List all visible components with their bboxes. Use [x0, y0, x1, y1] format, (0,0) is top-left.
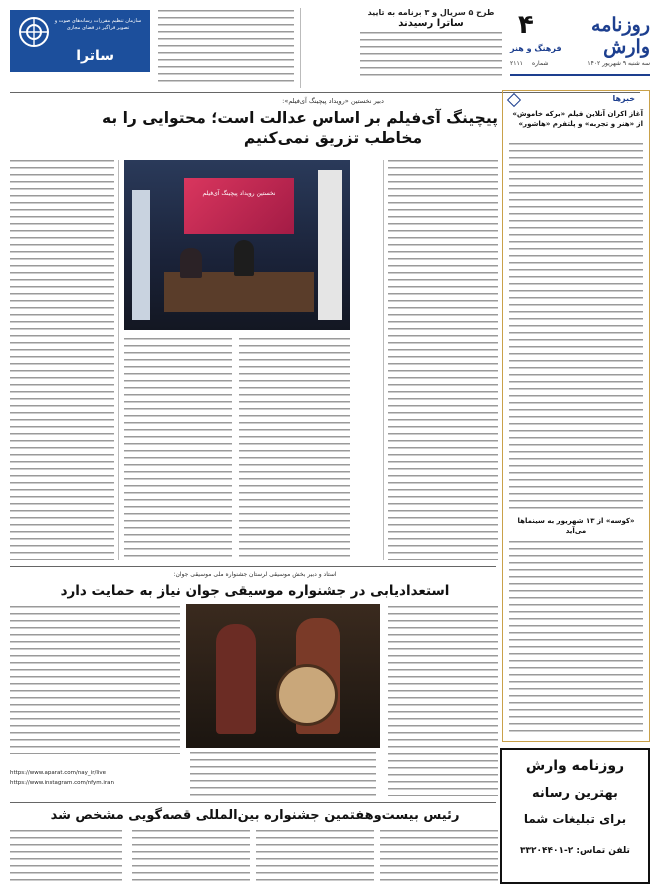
- music-story-column-3: [10, 606, 180, 754]
- news-item-title-2: «کوسه» از ۱۳ شهریور به سینماها می‌آید: [517, 517, 635, 535]
- music-link-2[interactable]: https://www.instagram.com/nfym.iran: [10, 780, 115, 786]
- music-link-1[interactable]: https://www.aparat.com/nay_ir/live: [10, 770, 107, 776]
- lead-story-column-2: [239, 338, 350, 560]
- sponsor-logo: [10, 10, 150, 72]
- news-box-label: خبرها: [612, 94, 635, 103]
- music-story-headline: استعدادیابی در جشنواره موسیقی جوان نیاز به حمایت دارد: [60, 583, 450, 599]
- lead-story-column-3: [124, 338, 232, 560]
- ad-line-3: برای تبلیغات شما: [523, 812, 627, 826]
- issue-number: ۲۱۱۱: [510, 60, 523, 67]
- ad-line-1: روزنامه وارش: [525, 758, 625, 774]
- storytelling-column-2: [256, 830, 374, 882]
- lead-story-headline-2: مخاطب تزریق نمی‌کنیم: [243, 129, 423, 147]
- top-story-kicker: طرح ۵ سریال و ۳ برنامه به تایید: [367, 8, 495, 17]
- masthead-rule: [510, 74, 650, 76]
- photo-table: [164, 272, 314, 312]
- issue-label: شماره: [532, 60, 549, 67]
- diamond-icon: [507, 93, 521, 107]
- section-rule: [10, 566, 496, 567]
- storytelling-column-1: [380, 830, 498, 882]
- music-story-column-1: [388, 606, 498, 796]
- ad-phone: تلفن تماس: ۲-۳۳۲۰۴۴۰۱: [520, 846, 630, 856]
- sponsor-subtitle: سازمان تنظیم مقررات رسانه‌های صوت و تصویر فراگیر در فضای مجازی: [54, 18, 142, 31]
- storytelling-column-4: [10, 830, 122, 882]
- drum: [276, 664, 338, 726]
- storytelling-headline: رئیس بیست‌وهفتمین جشنواره بین‌المللی قصه‌گویی مشخص شد: [50, 808, 460, 823]
- satra-emblem-icon: [18, 16, 50, 48]
- ad-box: [500, 748, 650, 884]
- news-box: [502, 90, 650, 742]
- photo-stand-left: [132, 190, 150, 320]
- storytelling-column-3: [132, 830, 250, 882]
- top-story: [360, 8, 502, 86]
- sponsor-wordmark: ساترا: [76, 48, 114, 64]
- photo-banner-text: نخستین رویداد پیچینگ آی‌فیلم: [202, 190, 276, 197]
- sponsor-story-body: [158, 10, 294, 84]
- top-story-body: [360, 32, 502, 76]
- masthead-logo: روزنامه وارش: [591, 14, 650, 58]
- lead-story-column-4: [10, 160, 114, 560]
- lead-story-kicker: دبیر نخستین «رویداد پیچینگ آی‌فیلم»:: [282, 97, 384, 105]
- news-item-body-2: [509, 541, 643, 735]
- lead-story-headline-1: پیچینگ آی‌فیلم بر اساس عدالت است؛ محتوایی را به: [101, 109, 498, 127]
- music-story-kicker: استاد و دبیر بخش موسیقی لرستان جشنواره ملی موسیقی جوان:: [173, 571, 337, 578]
- top-story-headline: ساترا رسیدند: [398, 18, 464, 29]
- lead-story-column-1: [388, 160, 498, 560]
- date-line: سه شنبه ۹ شهریور ۱۴۰۲: [587, 60, 650, 67]
- music-story-column-2: [190, 752, 376, 796]
- section-number: ۴: [518, 10, 534, 40]
- news-item-body-1: [509, 143, 643, 509]
- section-title: فرهنگ و هنر: [510, 44, 562, 53]
- photo-person-1: [234, 240, 254, 276]
- divider: [300, 8, 301, 88]
- photo-banner: [184, 178, 294, 234]
- section-rule: [10, 802, 496, 803]
- masthead: [510, 10, 650, 72]
- photo-stand-right: [318, 170, 342, 320]
- news-item-title-1: آغاز اکران آنلاین فیلم «برکه خاموش» از «هنر و تجربه» و پلتفرم «هاشور»: [512, 110, 643, 128]
- musician-1: [216, 624, 256, 734]
- lead-photo: [124, 160, 350, 330]
- divider: [118, 160, 119, 560]
- ad-line-2: بهترین رسانه: [532, 786, 618, 801]
- music-photo: [186, 604, 380, 748]
- divider: [383, 160, 384, 560]
- photo-person-2: [180, 248, 202, 278]
